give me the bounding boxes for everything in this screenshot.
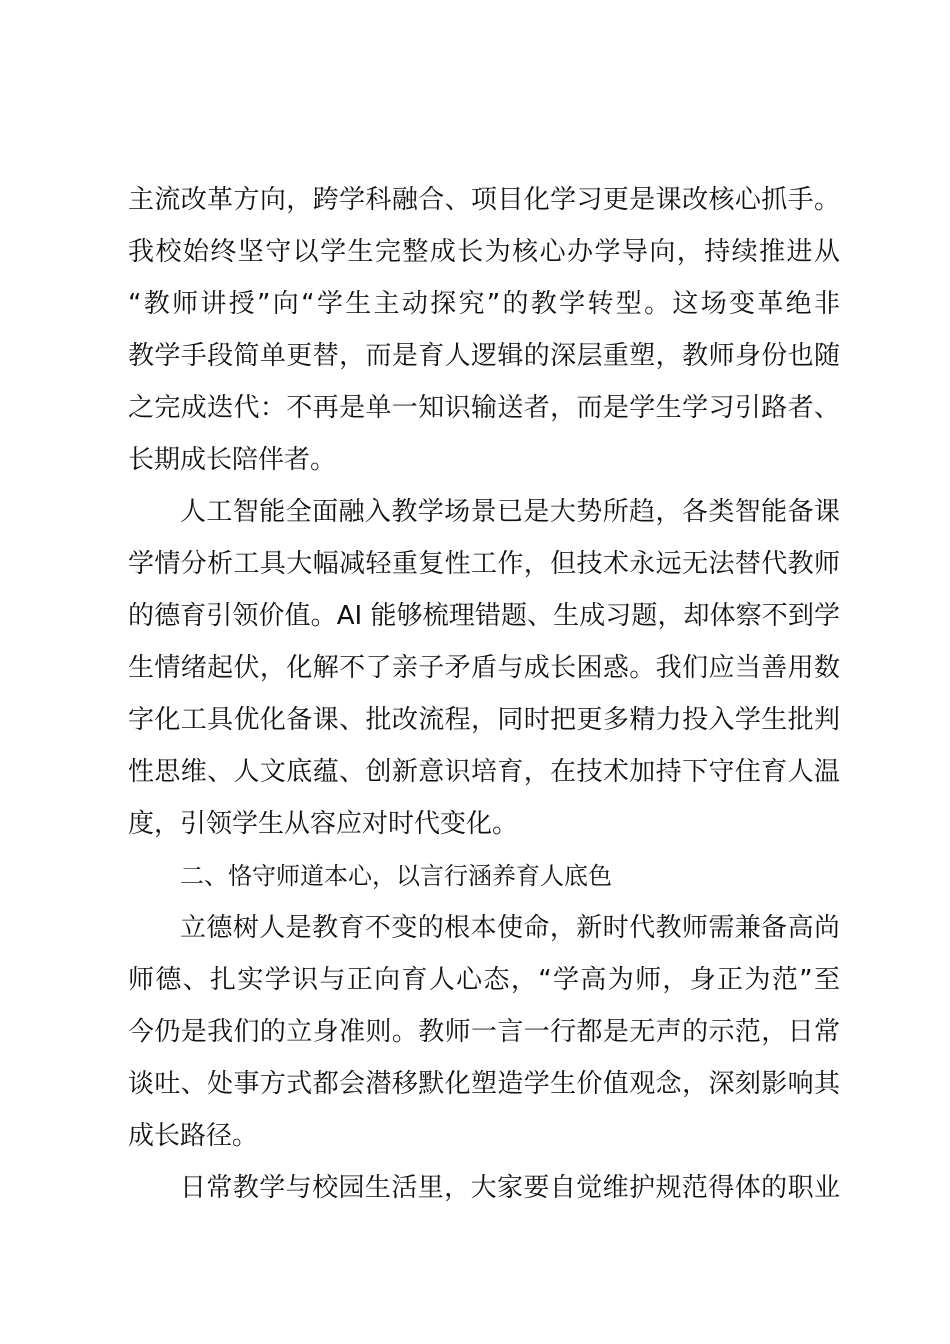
text-line: 性思维、人文底蕴、创新意识培育，在技术加持下守住育人温 [128, 757, 840, 787]
text-line: 学情分析工具大幅减轻重复性工作，但技术永远无法替代教师 [128, 549, 840, 579]
text-line: 字化工具优化备课、批改流程，同时把更多精力投入学生批判 [128, 705, 840, 735]
text-line: 我校始终坚守以学生完整成长为核心办学导向，持续推进从 [128, 237, 840, 267]
text-line: 今仍是我们的立身准则。教师一言一行都是无声的示范，日常 [128, 1017, 840, 1047]
text-line: 师德、扎实学识与正向育人心态，“学高为师，身正为范”至 [128, 965, 840, 995]
text-line: 之完成迭代：不再是单一知识输送者，而是学生学习引路者、 [128, 393, 840, 423]
text-line: “教师讲授”向“学生主动探究”的教学转型。这场变革绝非 [128, 289, 840, 319]
text-line: 的德育引领价值。AI 能够梳理错题、生成习题，却体察不到学 [128, 601, 840, 631]
document-body [128, 174, 840, 1214]
paragraph-first-line: 人工智能全面融入教学场景已是大势所趋，各类智能备课 [180, 497, 840, 527]
paragraph-first-line: 日常教学与校园生活里，大家要自觉维护规范得体的职业 [180, 1173, 840, 1203]
text-line: 度，引领学生从容应对时代变化。 [128, 809, 519, 839]
text-line: 长期成长陪伴者。 [128, 445, 337, 475]
text-line: 主流改革方向，跨学科融合、项目化学习更是课改核心抓手。 [128, 185, 840, 215]
paragraph-first-line: 立德树人是教育不变的根本使命，新时代教师需兼备高尚 [180, 913, 840, 943]
section-heading: 二、恪守师道本心，以言行涵养育人底色 [180, 862, 612, 890]
text-line: 教学手段简单更替，而是育人逻辑的深层重塑，教师身份也随 [128, 341, 840, 371]
text-line: 生情绪起伏，化解不了亲子矛盾与成长困惑。我们应当善用数 [128, 653, 840, 683]
text-line: 成长路径。 [128, 1121, 259, 1151]
text-line: 谈吐、处事方式都会潜移默化塑造学生价值观念，深刻影响其 [128, 1069, 840, 1099]
